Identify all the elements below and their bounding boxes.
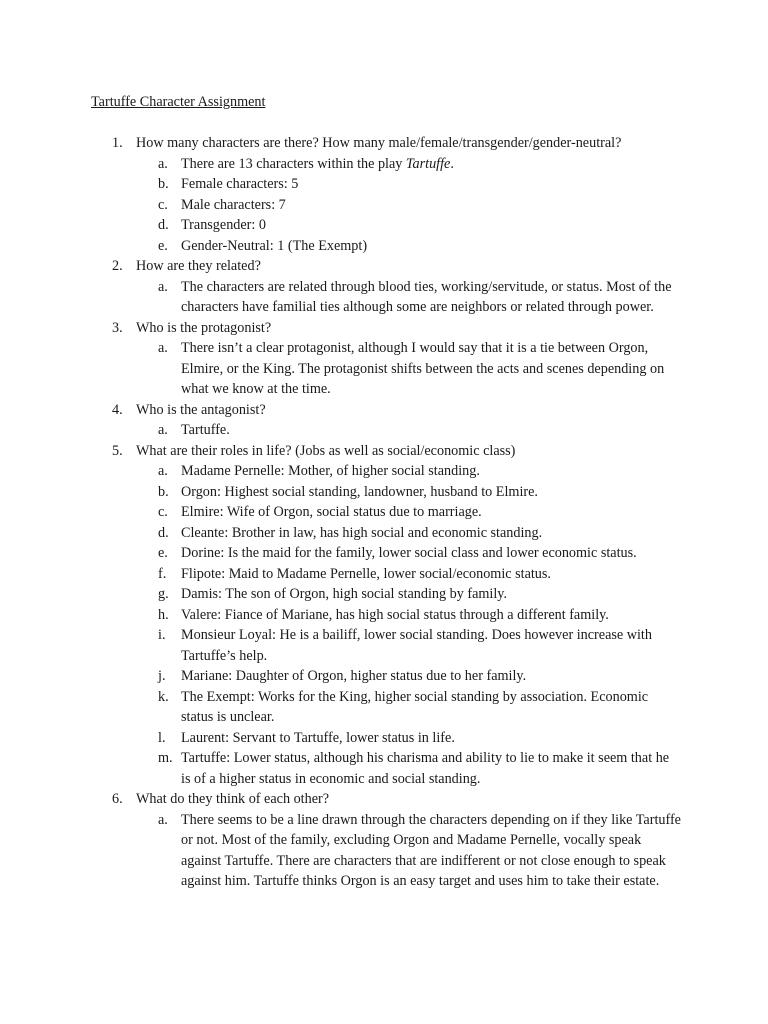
answer-text-main: Damis: The son of Orgon, high social standing by family. — [181, 586, 508, 602]
answer-item — [0, 482, 681, 503]
answer-text-main: Dorine: Is the maid for the family, lower social class and lower economic status. — [181, 545, 637, 561]
answer-text-main: Gender-Neutral: 1 (The Exempt) — [181, 237, 368, 254]
question-number: 4. — [112, 401, 123, 418]
answer-text-main: Flipote: Maid to Madame Pernelle, lower social/economic status. — [181, 565, 551, 582]
answer-letter: a. — [158, 463, 168, 479]
question-item — [0, 318, 681, 400]
answer-letter: a. — [158, 340, 168, 356]
answer-text — [181, 625, 681, 666]
answer-letter: l. — [158, 729, 166, 746]
answer-letter: j. — [158, 668, 166, 684]
answer-list — [136, 461, 681, 789]
answer-item — [0, 338, 681, 400]
answer-item — [0, 277, 681, 318]
answer-letter: a. — [158, 422, 168, 438]
answer-text-main: The characters are related through blood ties, working/servitude, or status. Most of the characters have familial ties although some are neighbors or related through power. — [181, 278, 672, 315]
question-item — [0, 441, 681, 790]
question-item — [0, 133, 681, 256]
answer-text-main: Tartuffe. — [181, 422, 230, 438]
answer-item — [0, 543, 681, 564]
question-number: 2. — [112, 258, 123, 274]
answer-text-main: Elmire: Wife of Orgon, social status due to marriage. — [181, 504, 482, 520]
answer-item — [0, 236, 681, 257]
answer-letter: c. — [158, 196, 168, 213]
answer-item — [0, 687, 681, 728]
answer-text — [181, 174, 681, 195]
answer-text — [181, 338, 681, 400]
answer-text-main: Laurent: Servant to Tartuffe, lower status in life. — [181, 729, 455, 746]
question-list — [0, 133, 768, 892]
answer-text-main: Male characters: 7 — [181, 196, 286, 213]
answer-item — [0, 523, 681, 544]
answer-list — [136, 810, 681, 892]
answer-letter: b. — [158, 176, 169, 192]
question-number: 5. — [112, 442, 123, 459]
question-text: Who is the antagonist? — [136, 401, 266, 418]
answer-text — [181, 461, 681, 482]
question-text: Who is the protagonist? — [136, 319, 272, 336]
answer-letter: i. — [158, 627, 166, 643]
answer-text — [181, 420, 681, 441]
answer-text — [181, 523, 681, 544]
answer-text — [181, 236, 681, 257]
answer-letter: e. — [158, 237, 168, 254]
answer-text-main: Cleante: Brother in law, has high social and economic standing. — [181, 524, 543, 541]
answer-letter: k. — [158, 688, 169, 705]
answer-letter: h. — [158, 606, 169, 623]
question-number: 3. — [112, 319, 123, 336]
answer-list — [136, 277, 681, 318]
answer-text-suffix: . — [450, 155, 454, 172]
answer-text — [181, 543, 681, 564]
answer-item — [0, 502, 681, 523]
answer-letter: c. — [158, 504, 168, 520]
answer-item — [0, 564, 681, 585]
answer-item — [0, 461, 681, 482]
question-text: How are they related? — [136, 258, 261, 274]
document-title: Tartuffe Character Assignment — [91, 94, 266, 110]
answer-text-main: Female characters: 5 — [181, 176, 299, 192]
question-item — [0, 256, 681, 318]
answer-text-main: Orgon: Highest social standing, landowner, husband to Elmire. — [181, 483, 538, 500]
question-item — [0, 400, 681, 441]
question-number: 6. — [112, 791, 123, 807]
answer-item — [0, 625, 681, 666]
answer-letter: a. — [158, 155, 168, 172]
answer-text — [181, 605, 681, 626]
question-text: How many characters are there? How many male/female/transgender/gender-neutral? — [136, 135, 622, 151]
answer-text — [181, 748, 681, 789]
answer-letter: a. — [158, 811, 168, 828]
answer-text-main: There are 13 characters within the play — [181, 155, 406, 172]
answer-text — [181, 584, 681, 605]
answer-text-main: There isn’t a clear protagonist, although I would say that it is a tie between Orgon, Elmire, or the King. The protagonist shifts between the acts and scenes depending on what we know at the time. — [181, 340, 665, 397]
answer-text — [181, 154, 681, 175]
answer-item — [0, 154, 681, 175]
answer-text-main: Tartuffe: Lower status, although his charisma and ability to lie to make it seem that he is of a higher status in economic and social standing. — [181, 750, 670, 787]
answer-letter: e. — [158, 545, 168, 561]
answer-text — [181, 728, 681, 749]
question-text: What are their roles in life? (Jobs as well as social/economic class) — [136, 442, 516, 459]
answer-item — [0, 420, 681, 441]
answer-item — [0, 195, 681, 216]
answer-item — [0, 810, 681, 892]
answer-text — [181, 687, 681, 728]
answer-text — [181, 502, 681, 523]
answer-item — [0, 605, 681, 626]
answer-letter: g. — [158, 586, 169, 602]
question-number: 1. — [112, 135, 123, 151]
question-item — [0, 789, 681, 892]
answer-text — [181, 195, 681, 216]
answer-item — [0, 584, 681, 605]
answer-text-main: Mariane: Daughter of Orgon, higher status due to her family. — [181, 668, 527, 684]
answer-text — [181, 564, 681, 585]
answer-list — [136, 154, 681, 257]
answer-item — [0, 666, 681, 687]
answer-text — [181, 482, 681, 503]
answer-text-emphasis: Tartuffe — [405, 155, 451, 172]
answer-text — [181, 666, 681, 687]
answer-text-main: Madame Pernelle: Mother, of higher social standing. — [181, 463, 480, 479]
answer-text — [181, 215, 681, 236]
answer-list — [136, 420, 681, 441]
answer-letter: b. — [158, 483, 169, 500]
answer-letter: d. — [158, 217, 169, 233]
question-text: What do they think of each other? — [136, 791, 330, 807]
answer-text-main: The Exempt: Works for the King, higher social standing by association. Economic status is unclear. — [181, 688, 649, 725]
answer-item — [0, 728, 681, 749]
answer-letter: m. — [158, 750, 173, 766]
answer-text — [181, 810, 681, 892]
answer-item — [0, 215, 681, 236]
answer-letter: f. — [158, 565, 167, 582]
answer-item — [0, 748, 681, 789]
answer-text — [181, 277, 681, 318]
answer-text-main: Valere: Fiance of Mariane, has high social status through a different family. — [181, 606, 609, 623]
answer-letter: d. — [158, 524, 169, 541]
answer-letter: a. — [158, 278, 168, 295]
answer-text-main: There seems to be a line drawn through the characters depending on if they like Tartuffe or not. Most of the family, excluding Orgon and Madame Pernelle, vocally speak against Tartuffe. There are characters that are indifferent or not close enough to speak against him. Tartuffe thinks Orgon is an easy target and uses him to take their estate. — [181, 811, 681, 889]
answer-text-main: Monsieur Loyal: He is a bailiff, lower social standing. Does however increase with Tartuffe’s help. — [181, 627, 652, 664]
answer-item — [0, 174, 681, 195]
answer-text-main: Transgender: 0 — [181, 217, 266, 233]
answer-list — [136, 338, 681, 400]
